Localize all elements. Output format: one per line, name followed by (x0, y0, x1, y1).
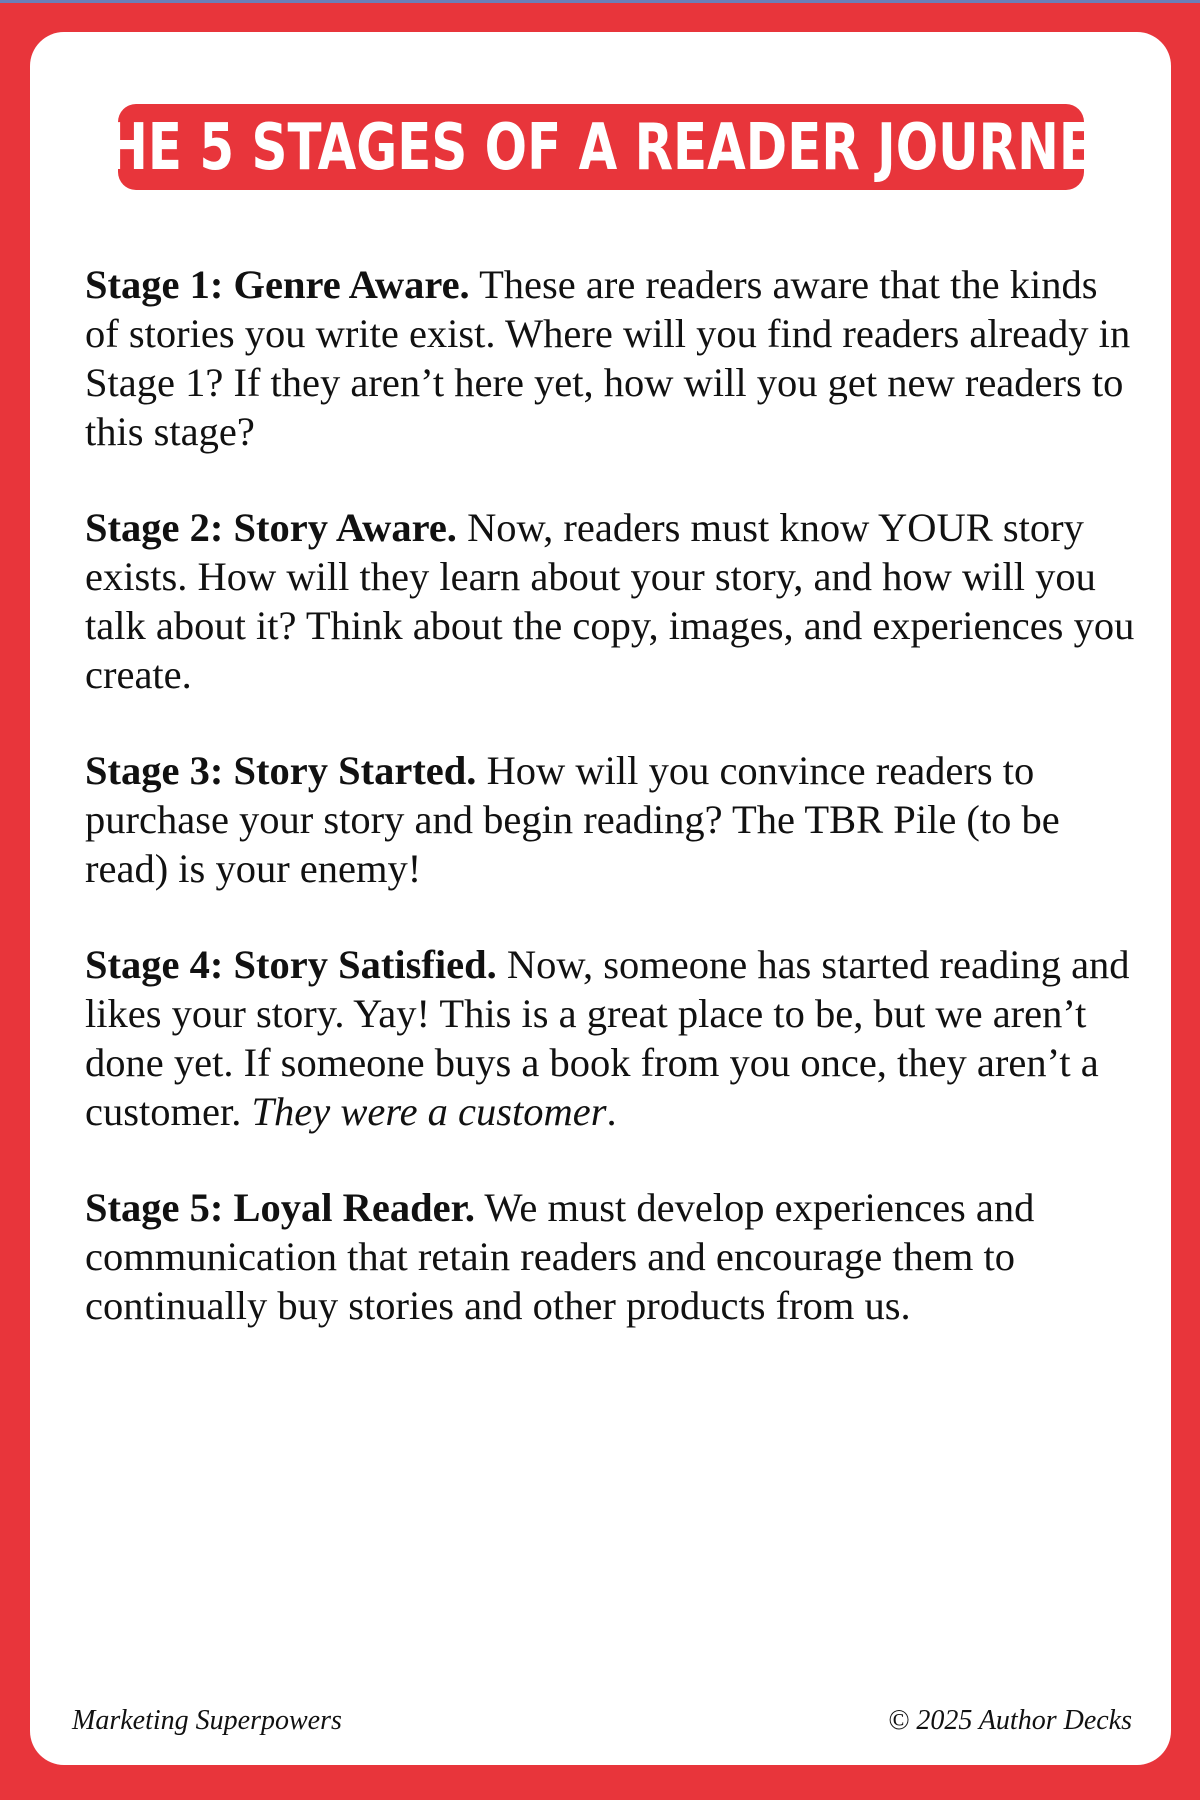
top-edge-strip (0, 0, 1200, 3)
stage-3-text: How will you convince readers to purchase your story and begin reading? The TBR Pile (to be read) is your enemy! (85, 748, 1060, 891)
stage-1 (85, 260, 1135, 456)
footer-series-name: Marketing Superpowers (72, 1705, 342, 1736)
stage-5-label: Stage 5: Loyal Reader. (85, 1185, 475, 1230)
footer-copyright: © 2025 Author Decks (888, 1705, 1132, 1736)
stages-list (85, 260, 1135, 1377)
stage-4 (85, 940, 1135, 1136)
page-title: THE 5 STAGES OF A READER JOURNEY (72, 111, 1130, 185)
title-banner (72, 104, 1130, 190)
stage-1-label: Stage 1: Genre Aware. (85, 262, 470, 307)
stage-2-label: Stage 2: Story Aware. (85, 505, 457, 550)
stage-4-after-italic: . (606, 1089, 617, 1134)
stage-2-text: Now, readers must know YOUR story exists. How will they learn about your story, and how will you talk about it? Think about the copy, images, and experiences you create. (85, 505, 1135, 697)
stage-4-label: Stage 4: Story Satisfied. (85, 942, 497, 987)
stage-5-text: We must develop experiences and communication that retain readers and encourage them to continually buy stories and other products from us. (85, 1185, 1035, 1328)
stage-3-label: Stage 3: Story Started. (85, 748, 477, 793)
stage-5 (85, 1183, 1135, 1330)
stage-4-text: Now, someone has started reading and likes your story. Yay! This is a great place to be, but we aren’t done yet. If someone buys a book from you once, they aren’t a customer. (85, 942, 1130, 1134)
stage-3 (85, 746, 1135, 893)
stage-2 (85, 503, 1135, 699)
stage-4-italic-text: They were a customer (251, 1089, 607, 1134)
stage-1-text: These are readers aware that the kinds of stories you write exist. Where will you find readers already in Stage 1? If they aren’t here yet, how will you get new readers to this stage? (85, 262, 1131, 454)
